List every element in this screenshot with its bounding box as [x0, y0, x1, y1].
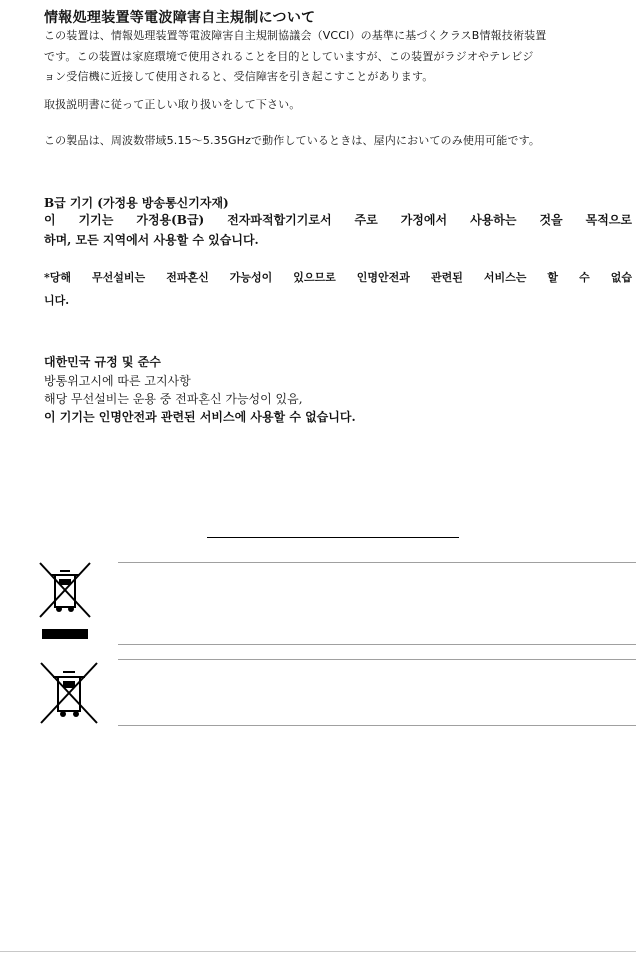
weee-bottom-rule-1	[118, 644, 636, 645]
indoor-use-notice: この製品は、周波数帯域5.15～5.35GHzで動作しているときは、屋内においてのみ使用可能です。	[44, 134, 541, 147]
footer-rule	[0, 951, 636, 952]
class-b-line-1: 이 기기는 가정용(B급) 전자파적합기기로서 주로 가정에서 사용하는 것을 목적으로	[44, 213, 632, 227]
compliance-line-2: 해당 무선설비는 운용 중 전파혼신 가능성이 있음,	[44, 392, 303, 406]
radio-notice-line-1: *당해 무선설비는 전파혼신 가능성이 있으므로 인명안전과 관련된 서비스는 할 수 없습	[44, 271, 632, 284]
compliance-line-1: 방통위고시에 따른 고지사항	[44, 374, 191, 388]
weee-solid-bar	[42, 629, 88, 639]
radio-notice-line-2: 니다.	[44, 294, 70, 307]
vcci-line-3: ョン受信機に近接して使用されると、受信障害を引き起こすことがあります。	[44, 70, 434, 83]
weee-top-rule-2	[118, 659, 636, 660]
weee-bottom-rule-2	[118, 725, 636, 726]
korea-compliance-heading: 대한민국 규정 및 준수	[44, 355, 161, 369]
class-b-line-2: 하며, 모든 지역에서 사용할 수 있습니다.	[44, 233, 259, 247]
crossed-out-wheelie-bin-icon	[38, 561, 92, 619]
class-b-heading: B급 기기 (가정용 방송통신기자재)	[44, 196, 229, 210]
vcci-heading: 情報処理装置等電波障害自主規制について	[44, 10, 316, 26]
weee-top-rule-1	[118, 562, 636, 563]
vcci-line-1: この装置は、情報処理装置等電波障害自主規制協議会（VCCI）の基準に基づくクラスB情報技術装置	[44, 29, 547, 42]
section-divider	[207, 537, 459, 538]
compliance-line-3: 이 기기는 인명안전과 관련된 서비스에 사용할 수 없습니다.	[44, 410, 356, 424]
crossed-out-wheelie-bin-icon	[38, 661, 100, 725]
vcci-line-2: です。この装置は家庭環境で使用されることを目的としていますが、この装置がラジオやテレビジ	[44, 49, 534, 63]
manual-instruction: 取扱説明書に従って正しい取り扱いをして下さい。	[44, 98, 301, 111]
vcci-paragraph	[44, 26, 632, 88]
